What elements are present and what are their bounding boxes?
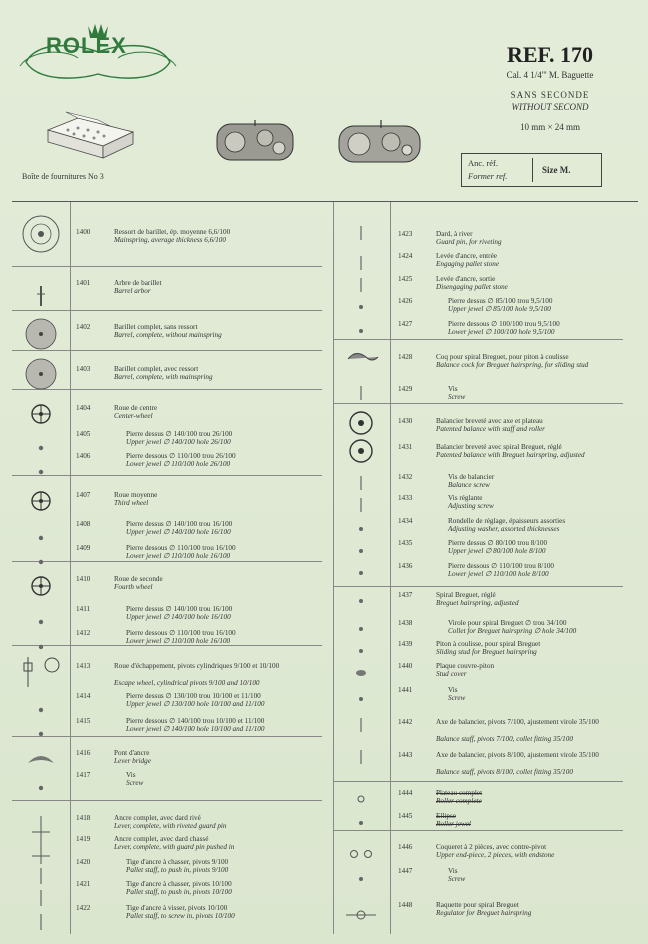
part-number: 1427 <box>398 320 413 328</box>
part-number: 1431 <box>398 443 413 451</box>
part-name-fr: Plateau complet <box>436 789 483 797</box>
part-name-fr: Ancre complet, avec dard rivé <box>114 814 201 822</box>
part-name-en: Fourth wheel <box>114 583 153 591</box>
part-number: 1428 <box>398 353 413 361</box>
part-name-fr: Vis réglante <box>448 494 483 502</box>
former-ref-box <box>461 153 602 187</box>
part-number: 1423 <box>398 230 413 238</box>
part-name-en: Disengaging pallet stone <box>436 283 508 291</box>
part-name-en: Lever, complete, with guard pin pushed in <box>114 843 235 851</box>
part-name-en: Pallet staff, to push in, pivots 10/100 <box>126 888 232 896</box>
part-number: 1422 <box>76 904 91 912</box>
part-name-fr: Axe de balancier, pivots 8/100, ajustement virole 35/100 <box>436 751 599 759</box>
parts-box-illustration <box>38 110 138 165</box>
part-number: 1443 <box>398 751 413 759</box>
part-name-fr: Spiral Breguet, réglé <box>436 591 496 599</box>
part-illustration <box>16 354 66 394</box>
part-name-fr: Vis de balancier <box>448 473 495 481</box>
part-number: 1405 <box>76 430 91 438</box>
part-name-en: Regulator for Breguet hairspring <box>436 909 532 917</box>
part-name-fr: Coqueret à 2 pièces, avec contre-pivot <box>436 843 547 851</box>
part-name-en: Stud cover <box>436 670 467 678</box>
part-name-fr: Vis <box>448 867 458 875</box>
part-name-fr: Roue moyenne <box>114 491 158 499</box>
part-illustration <box>336 316 386 346</box>
part-name-fr: Tige d'ancre à visser, pivots 10/100 <box>126 904 228 912</box>
part-name-en: Guard pin, for riveting <box>436 238 502 246</box>
part-name-en: Patented balance with staff and roller <box>436 425 545 433</box>
part-name-fr: Pierre dessous ∅ 110/100 trou 26/100 <box>126 452 236 460</box>
part-name-en: Mainspring, average thickness 6,6/100 <box>114 236 226 244</box>
part-name-en: Roller jewel <box>436 820 471 828</box>
part-number: 1412 <box>76 629 91 637</box>
part-number: 1419 <box>76 835 91 843</box>
part-name-fr: Ressort de barillet, ép. moyenne 6,6/100 <box>114 228 231 236</box>
part-name-en: Center-wheel <box>114 412 153 420</box>
part-number: 1442 <box>398 718 413 726</box>
former-ref-fr: Anc. réf. <box>468 158 498 168</box>
box-caption: Boîte de fournitures No 3 <box>22 172 104 181</box>
part-number: 1445 <box>398 812 413 820</box>
part-illustration <box>16 651 66 691</box>
part-name-fr: Pierre dessous ∅ 110/100 trou 16/100 <box>126 544 236 552</box>
part-number: 1437 <box>398 591 413 599</box>
part-illustration <box>336 742 386 772</box>
part-name-en: Screw <box>126 779 144 787</box>
part-number: 1436 <box>398 562 413 570</box>
part-number: 1416 <box>76 749 91 757</box>
part-name-en: Screw <box>448 393 466 401</box>
part-name-fr: Roue de centre <box>114 404 158 412</box>
part-name-en: Roller complete <box>436 797 482 805</box>
part-name-fr: Pierre dessous ∅ 100/100 trou 9,5/100 <box>448 320 560 328</box>
part-number: 1421 <box>76 880 91 888</box>
part-name-fr: Pierre dessus ∅ 140/100 trou 16/100 <box>126 520 233 528</box>
part-name-en: Upper jewel ∅ 140/100 hole 16/100 <box>126 528 231 536</box>
part-name-fr: Barillet complet, avec ressort <box>114 365 199 373</box>
part-number: 1420 <box>76 858 91 866</box>
part-name-en: Balance screw <box>448 481 490 489</box>
part-number: 1414 <box>76 692 91 700</box>
part-name-fr: Virole pour spiral Breguet ∅ trou 34/100 <box>448 619 567 627</box>
caliber: Cal. 4 1/4''' M. Baguette <box>506 70 594 80</box>
part-name-fr: Rondelle de réglage, épaisseurs assorties <box>448 517 566 525</box>
part-illustration <box>16 214 66 254</box>
former-ref-en: Former ref. <box>468 171 508 181</box>
part-number: 1425 <box>398 275 413 283</box>
part-illustration <box>16 276 66 316</box>
part-number: 1447 <box>398 867 413 875</box>
part-name-fr: Barillet complet, sans ressort <box>114 323 198 331</box>
part-number: 1426 <box>398 297 413 305</box>
part-number: 1415 <box>76 717 91 725</box>
part-number: 1410 <box>76 575 91 583</box>
part-name-en: Sliding stud for Breguet hairspring <box>436 648 537 656</box>
part-name-en: Upper jewel ∅ 140/100 hole 26/100 <box>126 438 231 446</box>
row-divider <box>12 266 322 267</box>
reference-block <box>470 42 630 132</box>
part-number: 1411 <box>76 605 91 613</box>
part-name-fr: Pierre dessus ∅ 130/100 trou 10/100 et 11/100 <box>126 692 261 700</box>
part-name-en: Lower jewel ∅ 140/100 hole 10/100 and 11/100 <box>126 725 265 733</box>
part-number: 1418 <box>76 814 91 822</box>
part-name-fr: Axe de balancier, pivots 7/100, ajustement virole 35/100 <box>436 718 599 726</box>
movement-front-image <box>215 120 295 164</box>
part-name-en: Upper jewel ∅ 80/100 hole 8/100 <box>448 547 546 555</box>
part-number: 1430 <box>398 417 413 425</box>
part-name-fr: Tige d'ancre à chasser, pivots 9/100 <box>126 858 229 866</box>
part-name-fr: Tige d'ancre à chasser, pivots 10/100 <box>126 880 232 888</box>
subtitle-en: WITHOUT SECOND <box>511 102 589 112</box>
part-illustration <box>336 558 386 588</box>
part-name-fr: Balancier breveté avec axe et plateau <box>436 417 543 425</box>
part-name-fr: Pierre dessus ∅ 85/100 trou 9,5/100 <box>448 297 553 305</box>
part-number: 1439 <box>398 640 413 648</box>
part-illustration <box>336 586 386 616</box>
part-name-fr: Pierre dessous ∅ 110/100 trou 8/100 <box>448 562 555 570</box>
part-illustration <box>336 900 386 930</box>
part-illustration <box>16 314 66 354</box>
size-label: Size M. <box>542 165 571 175</box>
part-number: 1406 <box>76 452 91 460</box>
part-illustration <box>336 408 386 438</box>
part-name-en: Lever bridge <box>114 757 151 765</box>
part-number: 1446 <box>398 843 413 851</box>
dimensions: 10 mm × 24 mm <box>519 122 581 132</box>
row-divider <box>333 781 623 782</box>
part-name-fr: Roue d'échappement, pivots cylindriques 9/100 et 10/100 <box>114 662 280 670</box>
part-number: 1435 <box>398 539 413 547</box>
part-name-fr: Levée d'ancre, entrée <box>436 252 497 260</box>
part-number: 1433 <box>398 494 413 502</box>
part-name-en: Lower jewel ∅ 110/100 hole 26/100 <box>126 460 231 468</box>
part-illustration <box>336 864 386 894</box>
part-number: 1448 <box>398 901 413 909</box>
part-name-fr: Pierre dessus ∅ 140/100 trou 16/100 <box>126 605 233 613</box>
part-number: 1407 <box>76 491 91 499</box>
part-illustration <box>336 436 386 466</box>
part-name-en: Upper jewel ∅ 140/100 hole 16/100 <box>126 613 231 621</box>
part-name-en: Balance staff, pivots 7/100, collet fitting 35/100 <box>436 735 573 743</box>
part-name-fr: Plaque couvre-piton <box>436 662 495 670</box>
part-name-en: Upper jewel ∅ 85/100 hole 9,5/100 <box>448 305 551 313</box>
part-illustration <box>336 378 386 408</box>
part-name-en: Lower jewel ∅ 110/100 hole 16/100 <box>126 552 231 560</box>
part-name-fr: Balancier breveté avec spiral Breguet, réglé <box>436 443 562 451</box>
part-number: 1400 <box>76 228 91 236</box>
part-number: 1424 <box>398 252 413 260</box>
part-illustration <box>16 768 66 808</box>
part-name-en: Balance cock for Breguet hairspring, for sliding stud <box>436 361 589 369</box>
part-number: 1444 <box>398 789 413 797</box>
part-number: 1438 <box>398 619 413 627</box>
part-name-en: Patented balance with Breguet hairspring, adjusted <box>436 451 585 459</box>
subtitle-fr: SANS SECONDE <box>510 90 590 100</box>
part-name-fr: Vis <box>448 686 458 694</box>
part-name-fr: Levée d'ancre, sortie <box>436 275 496 283</box>
part-name-fr: Pont d'ancre <box>114 749 150 757</box>
part-name-en: Collet for Breguet hairspring ∅ hole 34/100 <box>448 627 577 635</box>
part-number: 1440 <box>398 662 413 670</box>
part-name-fr: Arbre de barillet <box>114 279 162 287</box>
part-number: 1401 <box>76 279 91 287</box>
part-name-fr: Roue de seconde <box>114 575 163 583</box>
part-name-fr: Vis <box>448 385 458 393</box>
part-name-fr: Raquette pour spiral Breguet <box>436 901 519 909</box>
part-illustration <box>16 481 66 521</box>
part-name-en: Pallet staff, to screw in, pivots 10/100 <box>126 912 235 920</box>
part-number: 1413 <box>76 662 91 670</box>
part-name-fr: Pierre dessus ∅ 140/100 trou 26/100 <box>126 430 233 438</box>
part-illustration <box>336 710 386 740</box>
part-name-fr: Ellipse <box>436 812 456 820</box>
part-number: 1417 <box>76 771 91 779</box>
part-name-fr: Ancre complet, avec dard chassé <box>114 835 209 843</box>
part-name-en: Third wheel <box>114 499 149 507</box>
part-name-fr: Pierre dessus ∅ 80/100 trou 8/100 <box>448 539 548 547</box>
part-name-fr: Vis <box>126 771 136 779</box>
part-number: 1409 <box>76 544 91 552</box>
part-illustration <box>336 218 386 248</box>
movement-back-image <box>337 120 422 166</box>
part-illustration <box>336 344 386 374</box>
part-name-en: Lower jewel ∅ 110/100 hole 16/100 <box>126 637 231 645</box>
part-name-en: Engaging pallet stone <box>436 260 500 268</box>
part-name-en: Screw <box>448 694 466 702</box>
part-name-fr: Pierre dessous ∅ 110/100 trou 16/100 <box>126 629 236 637</box>
part-name-fr: Coq pour spiral Breguet, pour piton à coulisse <box>436 353 569 361</box>
part-name-en: Screw <box>448 875 466 883</box>
part-name-en: Barrel, complete, without mainspring <box>114 331 222 339</box>
part-illustration <box>16 566 66 606</box>
part-name-fr: Piton à coulisse, pour spiral Breguet <box>436 640 541 648</box>
part-number: 1434 <box>398 517 413 525</box>
part-number: 1408 <box>76 520 91 528</box>
part-illustration <box>336 808 386 838</box>
part-name-en: Adjusting washer, assorted thicknesses <box>448 525 560 533</box>
part-number: 1432 <box>398 473 413 481</box>
part-name-en: Barrel, complete, with mainspring <box>114 373 213 381</box>
parts-table <box>12 201 638 934</box>
part-name-en: Adjusting screw <box>448 502 494 510</box>
part-name-en: Breguet hairspring, adjusted <box>436 599 519 607</box>
brand-name: ROLEX <box>46 33 127 58</box>
part-name-en: Lower jewel ∅ 100/100 hole 9,5/100 <box>448 328 555 336</box>
part-name-fr: Dard, à river <box>436 230 473 238</box>
part-number: 1402 <box>76 323 91 331</box>
part-name-fr: Pierre dessous ∅ 140/100 trou 10/100 et 11/100 <box>126 717 265 725</box>
part-name-en: Lower jewel ∅ 110/100 hole 8/100 <box>448 570 549 578</box>
part-number: 1429 <box>398 385 413 393</box>
part-name-en: Pallet staff, to push in, pivots 9/100 <box>126 866 229 874</box>
part-name-en: Lever, complete, with riveted guard pin <box>114 822 227 830</box>
part-name-en: Barrel arbor <box>114 287 151 295</box>
part-illustration <box>16 902 66 942</box>
part-number: 1404 <box>76 404 91 412</box>
part-number: 1403 <box>76 365 91 373</box>
part-name-en: Upper end-piece, 2 pieces, with endstone <box>436 851 555 859</box>
part-name-en: Escape wheel, cylindrical pivots 9/100 and 10/100 <box>114 679 260 687</box>
part-name-en: Upper jewel ∅ 130/100 hole 10/100 and 11/100 <box>126 700 265 708</box>
part-number: 1441 <box>398 686 413 694</box>
ref-title: REF. 170 <box>507 42 593 67</box>
part-name-en: Balance staff, pivots 8/100, collet fitting 35/100 <box>436 768 573 776</box>
